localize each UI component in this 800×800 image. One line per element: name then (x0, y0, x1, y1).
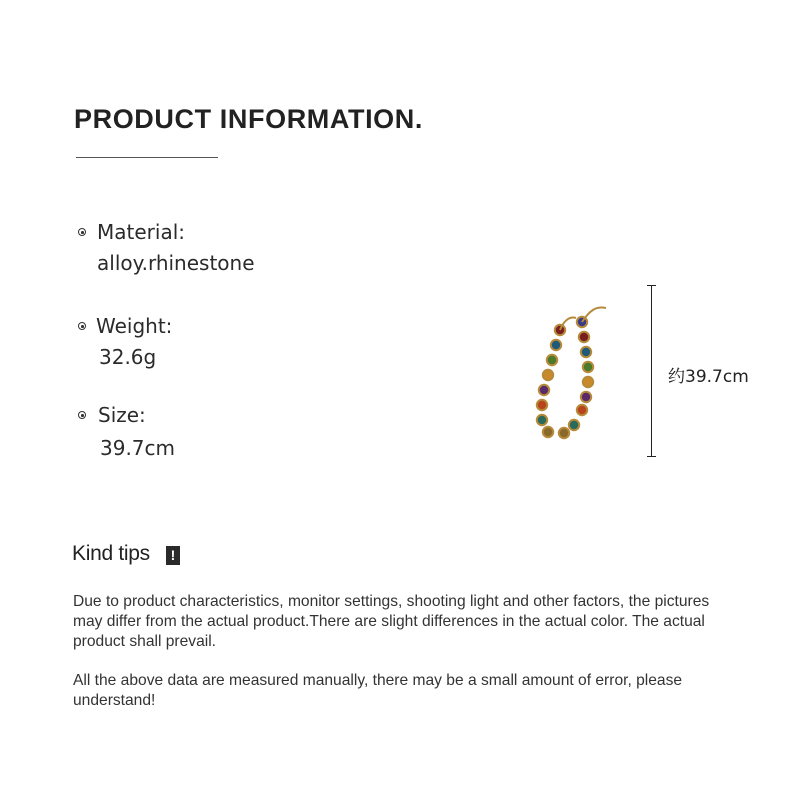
bullet-icon (78, 411, 86, 419)
spec-weight-value: 32.6g (99, 345, 157, 369)
dimension-label: 约39.7cm (668, 367, 749, 387)
spec-material-value: alloy.rhinestone (97, 251, 255, 275)
spec-material-label: Material: (97, 220, 185, 244)
rhinestone-gem (538, 401, 546, 409)
rhinestone-gem (540, 386, 548, 394)
rhinestone-gem (582, 348, 590, 356)
bracelet-product-image (520, 290, 630, 450)
tips-paragraph-2: All the above data are measured manually, there may be a small amount of error, please understand! (73, 672, 683, 709)
rhinestone-gem (584, 363, 592, 371)
title-underline (76, 157, 218, 158)
rhinestone-gem (538, 416, 546, 424)
rhinestone-gem (570, 421, 578, 429)
rhinestone-gem (584, 378, 592, 386)
tips-paragraph-1: Due to product characteristics, monitor settings, shooting light and other factors, the pictures may differ from the actual product.There are slight differences in the actual color. The actual product shall prevail. (73, 593, 710, 650)
rhinestone-gem (544, 371, 552, 379)
kind-tips-title: Kind tips (72, 542, 150, 565)
spec-size-value: 39.7cm (100, 436, 176, 460)
rhinestone-gem (548, 356, 556, 364)
spec-weight-label: Weight: (96, 314, 173, 338)
rhinestone-gem (582, 393, 590, 401)
dimension-line (651, 285, 652, 457)
bracelet-chain (536, 308, 606, 440)
spec-size-label: Size: (98, 403, 146, 427)
exclamation-icon: ! (166, 546, 180, 565)
bullet-icon (78, 228, 86, 236)
bullet-icon (78, 322, 86, 330)
rhinestone-gem (552, 341, 560, 349)
page-title: PRODUCT INFORMATION. (74, 104, 423, 134)
dimension-cap-bottom (647, 456, 656, 457)
rhinestone-gem (578, 406, 586, 414)
rhinestone-gem (560, 429, 568, 437)
rhinestone-gem (544, 428, 552, 436)
dimension-cap-top (647, 285, 656, 286)
rhinestone-gem (580, 333, 588, 341)
